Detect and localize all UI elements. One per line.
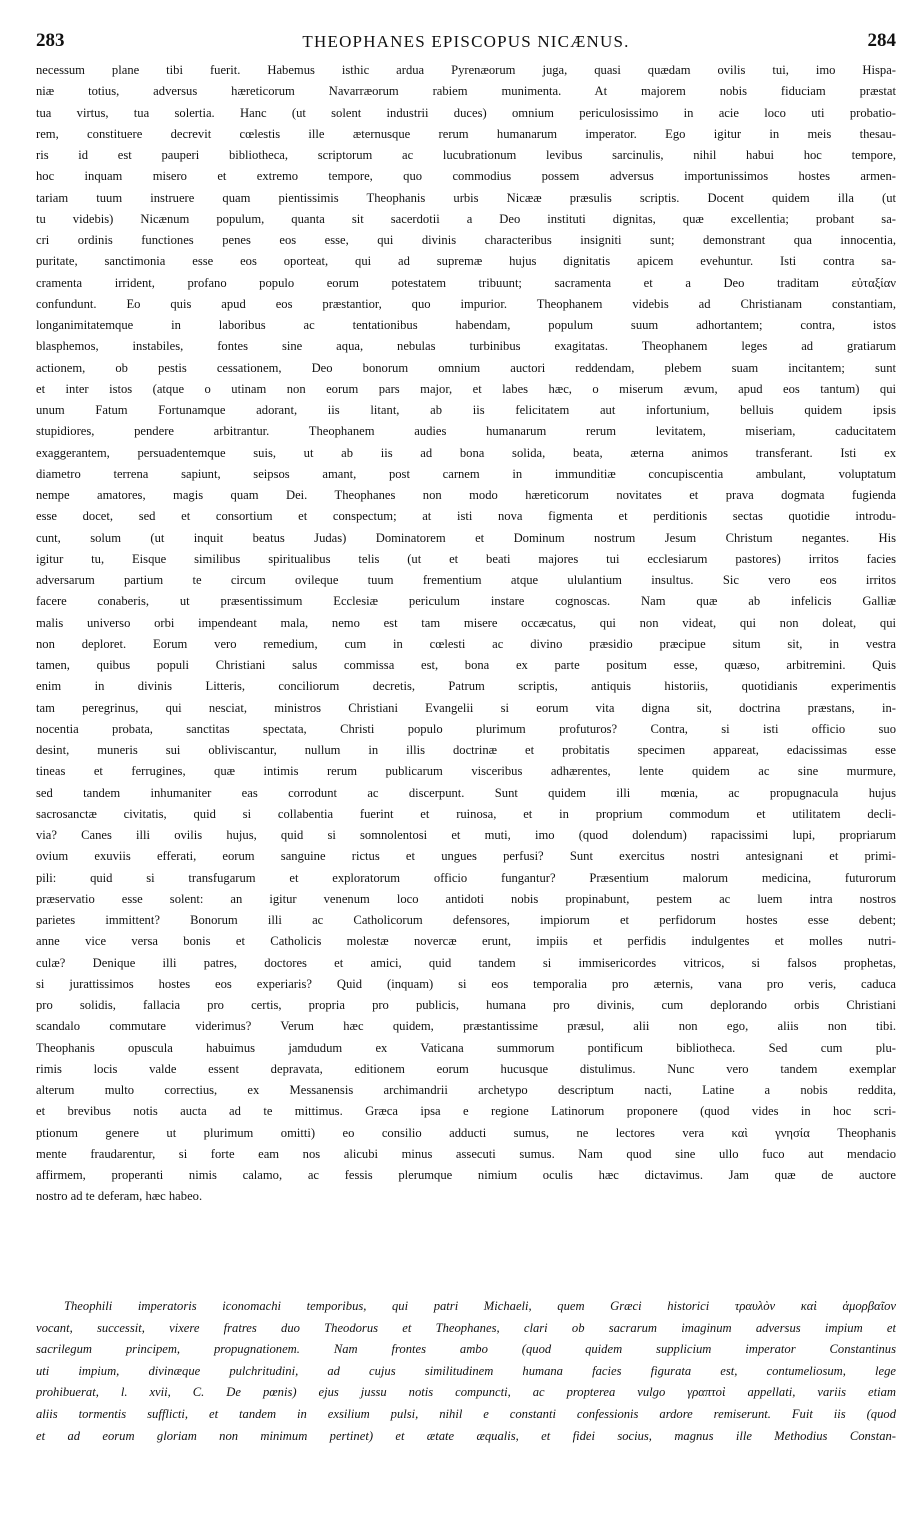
text-line: vocant, successit, vixere fratres duo Theodorus et Theophanes, clari ob sacrarum imaginum adversus impium et (36, 1320, 896, 1335)
text-line: sacrosanctæ civitatis, quid si collabentia fuerint et ruinosa, et in proprium commodum et utilitatem decli- (36, 806, 896, 821)
paragraph-dedication (36, 60, 896, 1208)
text-line: affirmem, properanti nimis calamo, ac fessis plerumque nimium oculis hæc dictavimus. Jam quæ de auctore (36, 1168, 896, 1182)
page-header (36, 30, 896, 56)
text-line: unum Fatum Fortunamque adorant, iis litant, ab iis felicitatem aut infortunium, belluis quidem ipsis (36, 403, 896, 417)
text-line: igitur tu, Eisque similibus spiritualibus telis (ut et beati majores tui ecclesiarum pastores) irritos facies (36, 551, 896, 566)
text-line: ris id est pauperi bibliotheca, scriptorum ac lucubrationum levibus sarcinulis, nihil habui hoc tempore, (36, 148, 896, 162)
text-line: si jurattissimos hostes eos experiaris? Quid (inquam) si eos temporalia pro æternis, vana pro veris, caduca (36, 976, 896, 991)
text-line: pro solidis, fallacia pro certis, propria pro publicis, humana pro divinis, cum deplorando orbis Christiani (36, 998, 896, 1012)
text-line: tam peregrinus, qui nesciat, ministros Christiani Evangelii si eorum vita digna sit, doctrina præstans, in- (36, 700, 896, 715)
text-line: tamen, quibus populi Christiani salus commissa est, bona ex parte positum esse, quæso, arbitremini. Quis (36, 658, 896, 672)
text-line: nempe amatores, magis quam Dei. Theophanes non modo hæreticorum novitates et prava dogmata fugienda (36, 488, 896, 502)
text-line: ovium exuviis efferati, eorum sanguine rictus et ungues perfusi? Sunt exercitus nostri antesignani et primi- (36, 849, 896, 864)
text-line: non deploret. Eorum vero remedium, cum in cœlesti ac divino præsidio præcipue situm sit, in vestra (36, 636, 896, 651)
text-line: scandalo commutare viderimus? Verum hæc quidem, præstantissime præsul, alii non ego, aliis non tibi. (36, 1019, 896, 1034)
paragraph-1-lines (36, 60, 896, 1208)
text-line: parietes immittent? Bonorum illi ac Catholicorum defensores, impiorum et perfidorum hostes esse debent; (36, 913, 896, 927)
text-line: adversarum partium te circum ovileque tuum frementium atque ululantium insultus. Sic vero eos irritos (36, 573, 896, 587)
text-line: cramenta irrident, profano populo eorum potestatem tribuunt; sacramenta et a Deo traditam εὐταξίαν (36, 275, 896, 290)
text-line: puritate, sanctimonia esse eos oporteat, qui ad supremæ hujus dignitatis apicem evehuntur. Isti contra sa- (36, 254, 896, 269)
text-line: pili: quid si transfugarum et exploratorum officio fungantur? Præsentium malorum medicina, futurorum (36, 870, 896, 885)
text-line: malis universo orbi impendeant mala, nemo est tam misere occæcatus, qui non videat, qui non doleat, qui (36, 615, 896, 630)
text-line: via? Canes illi ovilis hujus, quid si somnolentosi et muti, imo (quod dolendum) rapacissimi lupi, propriarum (36, 828, 896, 842)
text-line: esse docet, sed et consortium et conspectum; at isti nova figmenta et perditionis sectas quotidie introdu- (36, 509, 896, 524)
text-line: sacrilegum principem, propugnationem. Nam frontes ambo (quod quidem supplicium imperator Constantinus (36, 1342, 896, 1357)
text-line: facere conaberis, ut præsentissimum Ecclesiæ periculum instare cognoscas. Nam quæ ab infelicis Galliæ (36, 594, 896, 609)
text-line: actionem, ob pestis cessationem, Deo bonorum omnium auctori reddendam, plebem suam incitantem; sunt (36, 360, 896, 375)
text-line: enim in divinis Litteris, conciliorum decretis, Patrum scriptis, antiquis historiis, quotidianis experimentis (36, 679, 896, 694)
text-line: et brevibus notis aucta ad te mittimus. Græca ipsa e regione Latinorum proponere (quod vides in hoc scri- (36, 1104, 896, 1119)
text-line: niæ totius, adversus hæreticorum Navarræorum rabiem munimenta. At majorem nobis fiduciam præstat (36, 84, 896, 99)
text-line: diametro terrena sapiunt, seipsos amant, post carnem in immunditiæ concupiscentia ambulant, voluptatum (36, 466, 896, 481)
text-line: anne vice versa bonis et Catholicis molestæ novercæ erunt, impiis et perfidis indulgentes et molles nutri- (36, 934, 896, 949)
text-line: tineas et ferrugines, quæ intimis rerum publicarum visceribus adhærentes, lente quidem ac sine murmure, (36, 764, 896, 779)
text-line: nocentia probata, sanctitas spectata, Christi populo plurimum profuturos? Contra, si isti officio suo (36, 721, 896, 736)
text-line: ptionum genere ut plurimum omitti) eo consilio adducti sumus, ne lectores vera καὶ γνησία Theophanis (36, 1125, 896, 1140)
text-line: rimis locis valde essent depravata, editionem eorum hucusque distulimus. Nunc vero tandem exemplar (36, 1061, 896, 1076)
text-line: Theophili imperatoris iconomachi temporibus, qui patri Michaeli, quem Græci historici τραυλὸν καὶ ἁμορβαῖον (64, 1299, 896, 1313)
text-line: Theophanis opuscula habuimus jamdudum ex Vaticana summorum pontificum bibliotheca. Sed cum plu- (36, 1040, 896, 1055)
text-line: blasphemos, instabiles, fontes sine aqua, nebulas turbinibus exagitatas. Theophanem leges ad gratiarum (36, 339, 896, 354)
text-line: sed tandem inhumaniter eas corrodunt ac discerpunt. Sunt quidem illi mœnia, ac propugnacula hujus (36, 785, 896, 800)
text-line: stupidiores, pendere arbitrantur. Theophanem audies humanarum rerum levitatem, miseriam, caducitatem (36, 424, 896, 439)
text-line: et inter istos (atque o utinam non eorum pars major, et labes hæc, o miserum ævum, apud eos tantum) qui (36, 381, 896, 396)
text-line: præservatio esse solent: an igitur venenum loco antidoti nobis propinabunt, pestem ac luem intra nostros (36, 891, 896, 906)
text-line: prohibuerat, l. xvii, C. De pœnis) ejus jussu notis compuncti, ac propterea vulgo γραπτοὶ appellati, variis etiam (36, 1385, 896, 1400)
text-line: aliis tormentis sufflicti, et tandem in exsilium pulsi, nihil e constanti confessionis ardore remiserunt. Fuit iis (quod (36, 1406, 896, 1421)
text-line: tu videbis) Nicænum populum, quanta sit sacerdotii a Deo instituti dignitas, quæ excellentia; probant sa- (36, 211, 896, 226)
text-line: nostro ad te deferam, hæc habeo. (36, 1189, 203, 1204)
page-number-left: 283 (36, 30, 65, 51)
text-line: necessum plane tibi fuerit. Habemus isthic ardua Pyrenæorum juga, quasi quædam ovilis tui, imo Hispa- (36, 63, 896, 77)
text-line: tariam tuum instruere quam pientissimis Theophanis urbis Nicææ præsulis scriptis. Docent quidem illa (ut (36, 190, 896, 205)
text-line: cri ordinis functiones penes eos esse, qui divinis characteribus insigniti sunt; demonstrant qua innocentia, (36, 233, 896, 247)
text-line: cunt, solum (ut inquit beatus Judas) Dominatorem et Dominum nostrum Jesum Christum negantes. His (36, 530, 896, 545)
text-line: culæ? Denique illi patres, doctores et amici, quid tandem si immisericordes vitricos, si falsos prophetas, (36, 955, 896, 970)
text-line: et ad eorum gloriam non minimum pertinet) et ætate æqualis, et fidei socius, magnus ille Methodius Constan- (36, 1428, 896, 1443)
text-line: confundunt. Eo quis apud eos præstantior, quo impurior. Theophanem videbis ad Christianam constantiam, (36, 296, 896, 311)
text-line: exaggerantem, persuadentemque suis, ut ab iis ad bona solida, beata, æterna animos transferant. Isti ex (36, 445, 896, 460)
paragraph-biography (36, 1296, 896, 1447)
text-line: hoc inquam misero et extremo tempore, quo commodius possem adversus importunissimos hostes armen- (36, 169, 896, 184)
page-number-right: 284 (867, 30, 896, 51)
text-line: rem, constituere decrevit cœlestis ille æternusque rerum humanarum imperator. Ego igitur in meis thesau- (36, 126, 896, 141)
text-line: longanimitatemque in laboribus ac tentationibus habendam, populum suum adhortantem; contra, istos (36, 318, 896, 332)
text-line: alterum multo correctius, ex Messanensis archimandrii archetypo descriptum nacti, Latine a nobis reddita, (36, 1083, 896, 1097)
text-line: tua virtus, tua solertia. Hanc (ut solent industrii duces) omnium periculosissimo in acie loco uti probatio- (36, 105, 896, 120)
text-line: uti impium, divinæque pulchritudini, ad cujus similitudinem humana facies figurata est, contumeliosum, lege (36, 1363, 896, 1378)
running-title: THEOPHANES EPISCOPUS NICÆNUS. (302, 32, 630, 51)
text-line: mente fraudarentur, si forte eam nos alicubi minus assecuti sumus. Nam quod sine ullo fuco aut mendacio (36, 1146, 896, 1161)
text-line: desint, muneris sui obliviscantur, nullum in illis doctrinæ et probitatis specimen appareat, edacissimas esse (36, 743, 896, 757)
